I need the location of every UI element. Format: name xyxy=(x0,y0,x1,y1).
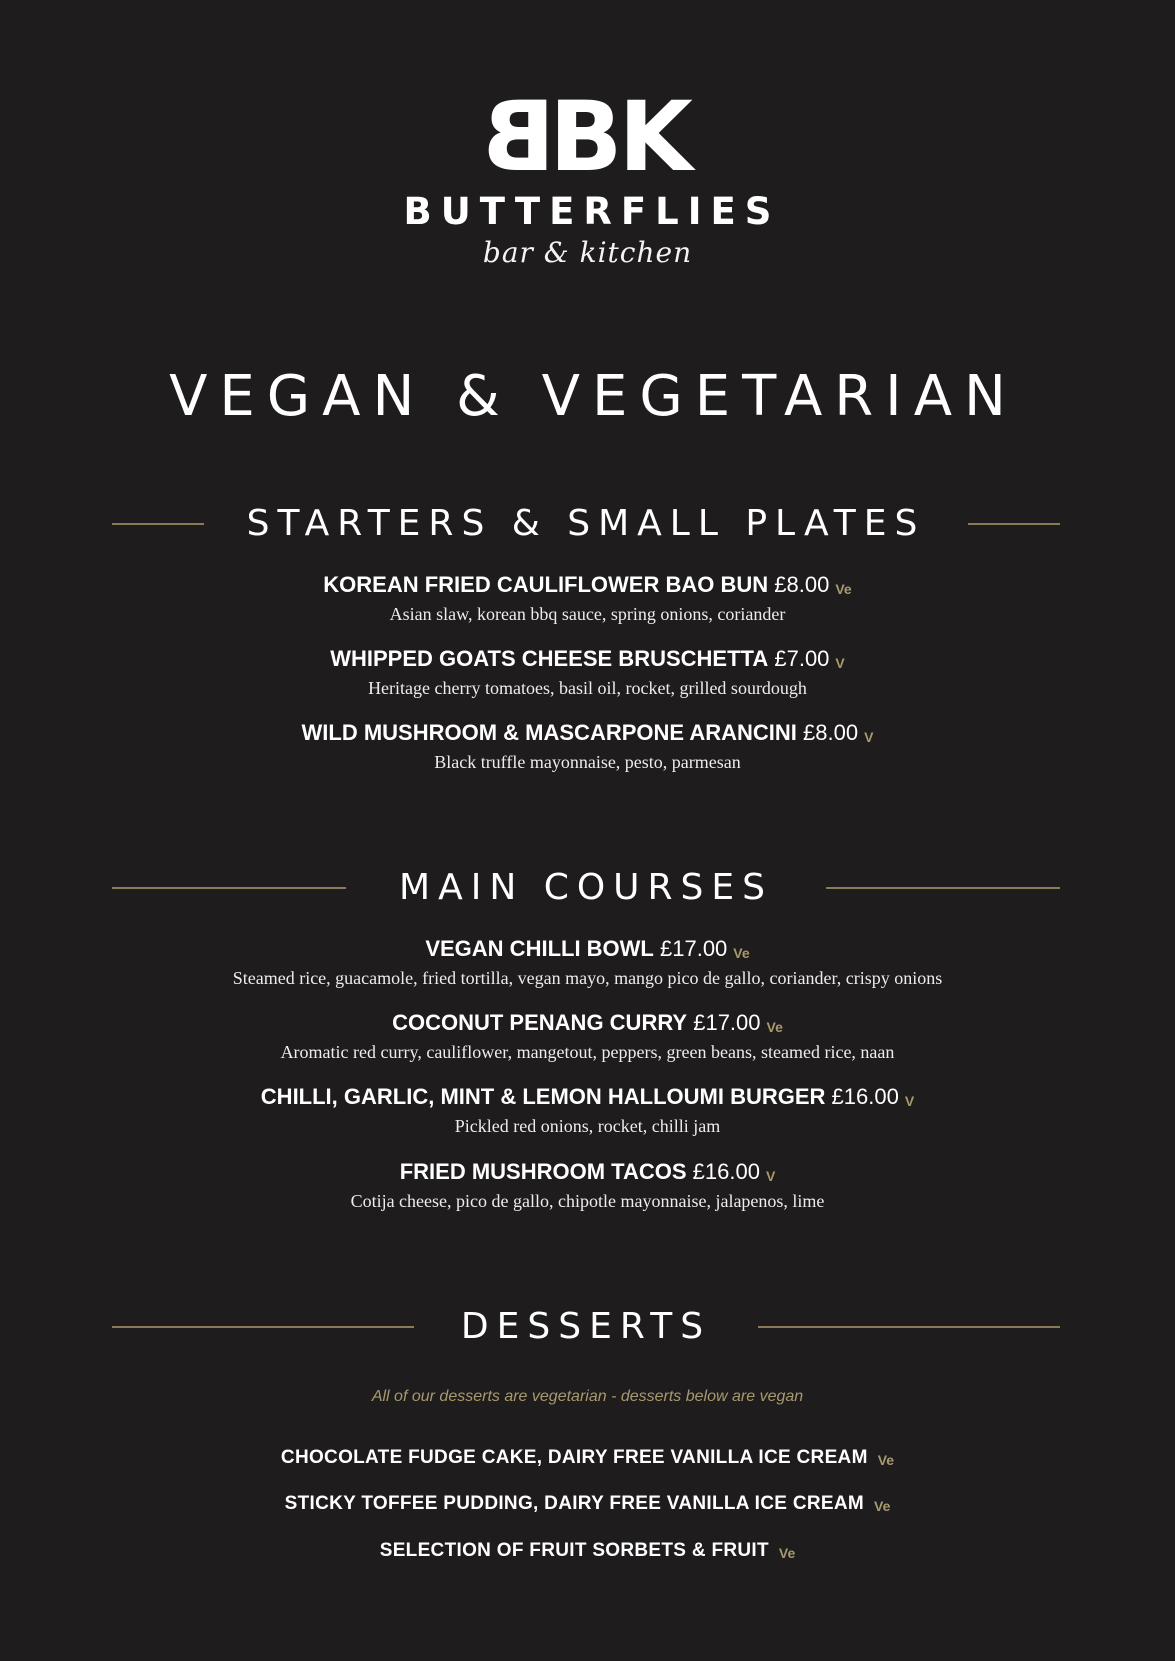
logo-tagline: bar & kitchen xyxy=(482,236,693,269)
item-price: £8.00 xyxy=(803,720,859,745)
item-name: VEGAN CHILLI BOWL xyxy=(425,936,654,961)
diet-badge: Ve xyxy=(877,1452,895,1468)
item-name: COCONUT PENANG CURRY xyxy=(392,1010,688,1035)
brand-logo xyxy=(0,81,1175,269)
menu-item xyxy=(0,936,1175,990)
dessert-item xyxy=(0,1446,1175,1470)
diet-badge: Ve xyxy=(874,1498,891,1514)
item-description: Pickled red onions, rocket, chilli jam xyxy=(454,1116,721,1136)
dessert-item xyxy=(0,1539,1175,1563)
item-name: WHIPPED GOATS CHEESE BRUSCHETTA xyxy=(330,646,769,671)
menu-item xyxy=(0,1084,1175,1138)
dessert-item xyxy=(0,1492,1175,1516)
item-name: SELECTION OF FRUIT SORBETS & FRUIT xyxy=(379,1540,769,1561)
section-header-starters xyxy=(112,502,1060,546)
item-description: Cotija cheese, pico de gallo, chipotle mayonnaise, jalapenos, lime xyxy=(350,1191,825,1211)
page-title: VEGAN & VEGETARIAN xyxy=(169,364,1018,429)
logo-name: BUTTERFLIES xyxy=(403,190,781,233)
menu-item xyxy=(0,572,1175,626)
diet-badge: V xyxy=(904,1093,915,1109)
item-name: FRIED MUSHROOM TACOS xyxy=(399,1159,687,1184)
section-header-mains xyxy=(112,866,1060,910)
item-price: £8.00 xyxy=(774,572,830,597)
diet-badge: V xyxy=(864,729,874,745)
item-name: CHOCOLATE FUDGE CAKE, DAIRY FREE VANILLA ICE CREAM xyxy=(280,1447,868,1468)
divider-right xyxy=(968,523,1060,525)
item-name: KOREAN FRIED CAULIFLOWER BAO BUN xyxy=(323,572,769,597)
diet-badge: V xyxy=(835,655,845,671)
section-header-desserts xyxy=(112,1305,1060,1349)
item-price: £7.00 xyxy=(774,646,830,671)
item-name: CHILLI, GARLIC, MINT & LEMON HALLOUMI BURGER xyxy=(260,1084,826,1109)
section-title-desserts: DESSERTS xyxy=(460,1306,712,1347)
diet-badge: Ve xyxy=(733,945,750,961)
item-description: Asian slaw, korean bbq sauce, spring onions, coriander xyxy=(389,604,786,624)
desserts-note: All of our desserts are vegetarian - desserts below are vegan xyxy=(371,1388,804,1405)
divider-right xyxy=(826,887,1060,889)
menu-item xyxy=(0,720,1175,774)
diet-badge: Ve xyxy=(778,1545,796,1561)
menu-item xyxy=(0,1010,1175,1064)
item-description: Black truffle mayonnaise, pesto, parmesan xyxy=(434,752,741,772)
section-title-mains: MAIN COURSES xyxy=(399,867,773,908)
item-price: £16.00 xyxy=(831,1084,899,1109)
diet-badge: Ve xyxy=(835,581,852,597)
section-title-starters: STARTERS & SMALL PLATES xyxy=(246,503,926,544)
item-description: Steamed rice, guacamole, fried tortilla, vegan mayo, mango pico de gallo, coriander, crispy onions xyxy=(232,968,943,988)
item-description: Heritage cherry tomatoes, basil oil, rocket, grilled sourdough xyxy=(368,678,807,698)
item-price: £16.00 xyxy=(692,1159,760,1184)
diet-badge: Ve xyxy=(766,1019,783,1035)
item-price: £17.00 xyxy=(660,936,728,961)
divider-right xyxy=(758,1326,1060,1328)
logo-monogram: B BK xyxy=(486,81,689,193)
item-description: Aromatic red curry, cauliflower, mangetout, peppers, green beans, steamed rice, naan xyxy=(280,1042,895,1062)
item-name: WILD MUSHROOM & MASCARPONE ARANCINI xyxy=(301,720,797,745)
menu-item xyxy=(0,646,1175,700)
diet-badge: V xyxy=(765,1168,776,1184)
item-price: £17.00 xyxy=(693,1010,761,1035)
menu-item xyxy=(0,1159,1175,1213)
item-name: STICKY TOFFEE PUDDING, DAIRY FREE VANILLA ICE CREAM xyxy=(284,1493,864,1514)
